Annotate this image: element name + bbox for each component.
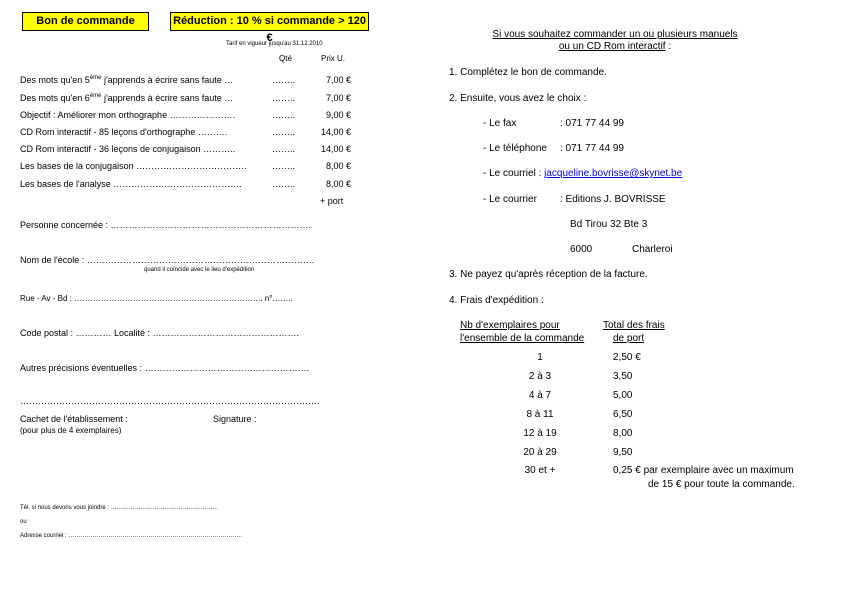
qty-field[interactable]: ……..	[272, 75, 296, 85]
step-3: 3. Ne payez qu'après réception de la facture.	[449, 269, 648, 280]
mail-zip: 6000	[570, 244, 593, 255]
other-field[interactable]: Autres précisions éventuelles : ……………………………………………….	[20, 363, 310, 373]
email-contact-label: - Le courriel :	[483, 168, 545, 179]
right-heading-line2: ou un CD Rom interactif :	[558, 41, 672, 52]
product-price: 14,00 €	[320, 127, 351, 137]
qty-field[interactable]: ……..	[272, 93, 296, 103]
shipping-count: 12 à 19	[523, 428, 557, 439]
shipping-cost: 2,50 €	[613, 352, 641, 363]
port-note: + port	[320, 196, 344, 206]
product-label: CD Rom interactif - 36 leçons de conjugaison ………..	[20, 144, 236, 154]
right-heading-line1: Si vous souhaitez commander un ou plusieurs manuels	[492, 29, 738, 40]
mail-street: Bd Tirou 32 Bte 3	[570, 219, 648, 230]
shipping-cost: 8,00	[613, 428, 633, 439]
shipping-col2-header-line1: Total des frais	[603, 320, 665, 331]
shipping-count: 2 à 3	[528, 371, 552, 382]
stamp-label: Cachet de l'établissement :	[20, 414, 128, 424]
phone-value: : 071 77 44 99	[560, 143, 624, 154]
product-label: Des mots qu'en 6ème j'apprends à écrire sans faute …	[20, 93, 234, 103]
product-price: 7,00 €	[325, 93, 351, 103]
shipping-count: 1	[537, 352, 543, 363]
shipping-cost: 5,00	[613, 390, 633, 401]
fax-value: : 071 77 44 99	[560, 118, 624, 129]
shipping-count: 20 à 29	[523, 447, 557, 458]
stamp-note: (pour plus de 4 exemplaires)	[20, 426, 122, 435]
order-form-box: Bon de commande	[22, 12, 149, 31]
shipping-cost: 3,50	[613, 371, 633, 382]
product-label: Les bases de l'analyse …………………………………….	[20, 179, 242, 189]
fax-label: - Le fax	[483, 118, 517, 129]
or-label: ou	[20, 519, 27, 525]
qty-field[interactable]: ……..	[272, 110, 296, 120]
mail-city: Charleroi	[632, 244, 673, 255]
shipping-cost: 6,50	[613, 409, 633, 420]
shipping-cost: 0,25 € par exemplaire avec un maximum	[613, 465, 794, 476]
product-price: 9,00 €	[325, 110, 351, 120]
shipping-count: 30 et +	[524, 465, 556, 476]
signature-label: Signature :	[213, 414, 257, 424]
qty-field[interactable]: ……..	[272, 161, 296, 171]
shipping-col1-header-line1: Nb d'exemplaires pour	[460, 320, 560, 331]
email-contact	[483, 168, 682, 179]
product-label: Des mots qu'en 5ème j'apprends à écrire sans faute …	[20, 75, 234, 85]
street-field[interactable]: Rue - Av - Bd : …………………………………………………………….. n°……..	[20, 294, 293, 303]
product-price: 7,00 €	[325, 75, 351, 85]
shipping-count: 4 à 7	[528, 390, 552, 401]
price-header: Prix U.	[321, 54, 345, 63]
product-label: Les bases de la conjugaison ……………………………….	[20, 161, 247, 171]
school-field[interactable]: Nom de l'école : ………………………………………………………………….	[20, 255, 315, 265]
other-field-line[interactable]: ……………………………………………………………………………………….	[20, 396, 320, 406]
shipping-cost: 9,50	[613, 447, 633, 458]
step-2: 2. Ensuite, vous avez le choix :	[449, 93, 587, 104]
qty-field[interactable]: ……..	[272, 144, 296, 154]
person-field[interactable]: Personne concernée : ………………………………………………………….	[20, 220, 312, 230]
shipping-col1-header-line2: l'ensemble de la commande	[460, 333, 585, 344]
qty-field[interactable]: ……..	[272, 179, 296, 189]
product-price: 14,00 €	[320, 144, 351, 154]
tel-field[interactable]: Tél. si nous devons vous joindre : ………………………………………………	[20, 505, 219, 511]
shipping-col2-header-line2: de port	[613, 333, 645, 344]
product-label: Objectif : Améliorer mon orthographe ………………….	[20, 110, 236, 120]
product-label: CD Rom interactif - 85 leçons d'orthographe ……….	[20, 127, 228, 137]
mail-value: : Editions J. BOVRISSE	[560, 194, 666, 205]
tariff-note: Tarif en vigueur jusqu'au 31.12.2010	[226, 41, 323, 47]
phone-label: - Le téléphone	[483, 143, 547, 154]
postal-field[interactable]: Code postal : ………… Localité : ………………………………………….	[20, 328, 300, 338]
email-link[interactable]: jacqueline.bovrisse@skynet.be	[544, 168, 683, 179]
step-1: 1. Complétez le bon de commande.	[449, 67, 607, 78]
mail-label: - Le courrier	[483, 194, 537, 205]
shipping-count: 8 à 11	[526, 409, 554, 420]
product-price: 8,00 €	[325, 161, 351, 171]
product-price: 8,00 €	[325, 179, 351, 189]
qty-header: Qté	[279, 54, 292, 63]
school-note: quand il coïncide avec le lieu d'expédition	[144, 267, 255, 273]
qty-field[interactable]: ……..	[272, 127, 296, 137]
email-field[interactable]: Adresse courriel : ……………………………………………………………………………	[20, 533, 243, 539]
discount-box: Réduction : 10 % si commande > 120 €	[170, 12, 369, 31]
shipping-cost-extra: de 15 € pour toute la commande.	[648, 479, 795, 490]
step-4: 4. Frais d'expédition :	[449, 295, 544, 306]
